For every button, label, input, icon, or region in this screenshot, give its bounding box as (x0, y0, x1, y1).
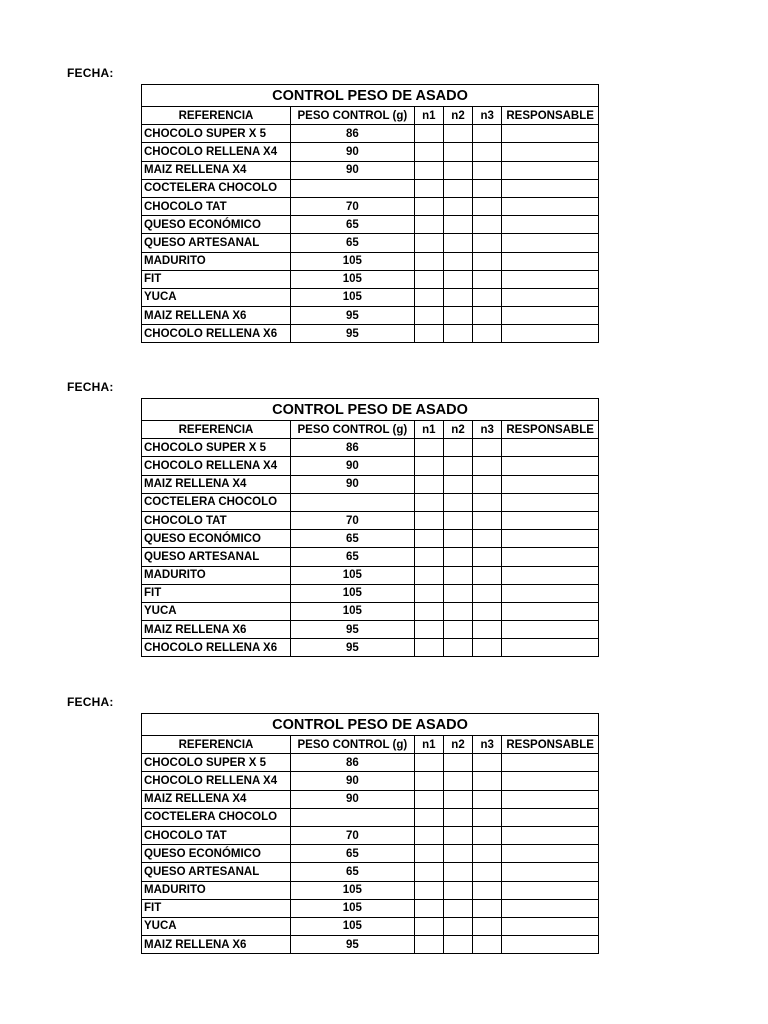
n2-cell[interactable] (443, 845, 472, 863)
n1-cell[interactable] (414, 881, 443, 899)
n2-cell[interactable] (443, 530, 472, 548)
n3-cell[interactable] (473, 511, 502, 529)
n2-cell[interactable] (443, 143, 472, 161)
referencia-cell: MADURITO (142, 566, 291, 584)
referencia-cell: QUESO ECONÓMICO (142, 216, 291, 234)
peso-control-cell: 90 (290, 790, 414, 808)
responsable-cell[interactable] (502, 639, 599, 657)
table-row (142, 270, 599, 288)
responsable-cell[interactable] (502, 439, 599, 457)
fecha-label: FECHA: (67, 66, 114, 80)
n2-cell[interactable] (443, 754, 472, 772)
n3-cell[interactable] (473, 125, 502, 143)
referencia-cell: CHOCOLO RELLENA X6 (142, 325, 291, 343)
peso-control-cell: 70 (290, 826, 414, 844)
header-n3: n3 (473, 736, 502, 754)
referencia-cell: CHOCOLO SUPER X 5 (142, 754, 291, 772)
n3-cell[interactable] (473, 881, 502, 899)
table-row (142, 530, 599, 548)
table-row (142, 439, 599, 457)
responsable-cell[interactable] (502, 548, 599, 566)
n3-cell[interactable] (473, 845, 502, 863)
n3-cell[interactable] (473, 808, 502, 826)
referencia-cell: QUESO ARTESANAL (142, 548, 291, 566)
table-row (142, 790, 599, 808)
peso-control-cell: 65 (290, 845, 414, 863)
referencia-cell: FIT (142, 270, 291, 288)
n1-cell[interactable] (414, 548, 443, 566)
peso-control-cell: 65 (290, 863, 414, 881)
peso-control-cell: 70 (290, 197, 414, 215)
n1-cell[interactable] (414, 493, 443, 511)
table-row (142, 197, 599, 215)
peso-control-cell: 70 (290, 511, 414, 529)
referencia-cell: CHOCOLO TAT (142, 197, 291, 215)
referencia-cell: CHOCOLO RELLENA X4 (142, 143, 291, 161)
header-referencia: REFERENCIA (142, 107, 291, 125)
header-responsable: RESPONSABLE (502, 736, 599, 754)
peso-control-cell: 65 (290, 216, 414, 234)
table-row (142, 602, 599, 620)
peso-control-cell: 90 (290, 457, 414, 475)
table-row (142, 457, 599, 475)
n3-cell[interactable] (473, 197, 502, 215)
responsable-cell[interactable] (502, 826, 599, 844)
peso-control-cell: 105 (290, 602, 414, 620)
n1-cell[interactable] (414, 216, 443, 234)
n2-cell[interactable] (443, 548, 472, 566)
referencia-cell: CHOCOLO TAT (142, 511, 291, 529)
referencia-cell: MADURITO (142, 881, 291, 899)
n3-cell[interactable] (473, 584, 502, 602)
responsable-cell[interactable] (502, 530, 599, 548)
responsable-cell[interactable] (502, 899, 599, 917)
n2-cell[interactable] (443, 161, 472, 179)
n3-cell[interactable] (473, 457, 502, 475)
responsable-cell[interactable] (502, 621, 599, 639)
n1-cell[interactable] (414, 161, 443, 179)
table-row (142, 307, 599, 325)
responsable-cell[interactable] (502, 179, 599, 197)
n2-cell[interactable] (443, 197, 472, 215)
control-table (141, 84, 599, 343)
table-row (142, 621, 599, 639)
table-row (142, 917, 599, 935)
referencia-cell: FIT (142, 899, 291, 917)
n3-cell[interactable] (473, 252, 502, 270)
peso-control-cell (290, 808, 414, 826)
peso-control-cell: 86 (290, 439, 414, 457)
peso-control-cell: 105 (290, 252, 414, 270)
peso-control-cell: 65 (290, 530, 414, 548)
n3-cell[interactable] (473, 493, 502, 511)
n2-cell[interactable] (443, 325, 472, 343)
responsable-cell[interactable] (502, 772, 599, 790)
n1-cell[interactable] (414, 234, 443, 252)
table-row (142, 639, 599, 657)
n1-cell[interactable] (414, 288, 443, 306)
peso-control-cell (290, 179, 414, 197)
n1-cell[interactable] (414, 457, 443, 475)
n3-cell[interactable] (473, 621, 502, 639)
referencia-cell: MAIZ RELLENA X6 (142, 621, 291, 639)
table-row (142, 252, 599, 270)
table-row (142, 881, 599, 899)
referencia-cell: COCTELERA CHOCOLO (142, 808, 291, 826)
table-row (142, 179, 599, 197)
referencia-cell: QUESO ARTESANAL (142, 863, 291, 881)
peso-control-cell (290, 493, 414, 511)
n1-cell[interactable] (414, 602, 443, 620)
header-n2: n2 (443, 421, 472, 439)
responsable-cell[interactable] (502, 234, 599, 252)
n2-cell[interactable] (443, 125, 472, 143)
referencia-cell: MAIZ RELLENA X4 (142, 475, 291, 493)
n3-cell[interactable] (473, 439, 502, 457)
peso-control-cell: 105 (290, 566, 414, 584)
peso-control-cell: 95 (290, 325, 414, 343)
n3-cell[interactable] (473, 936, 502, 954)
n3-cell[interactable] (473, 288, 502, 306)
n1-cell[interactable] (414, 475, 443, 493)
responsable-cell[interactable] (502, 584, 599, 602)
n3-cell[interactable] (473, 143, 502, 161)
n2-cell[interactable] (443, 288, 472, 306)
n3-cell[interactable] (473, 639, 502, 657)
table-row (142, 511, 599, 529)
header-n1: n1 (414, 736, 443, 754)
table-row (142, 845, 599, 863)
n2-cell[interactable] (443, 270, 472, 288)
responsable-cell[interactable] (502, 566, 599, 584)
n2-cell[interactable] (443, 584, 472, 602)
n1-cell[interactable] (414, 325, 443, 343)
header-n2: n2 (443, 107, 472, 125)
n2-cell[interactable] (443, 493, 472, 511)
n3-cell[interactable] (473, 325, 502, 343)
header-responsable: RESPONSABLE (502, 107, 599, 125)
peso-control-cell: 90 (290, 475, 414, 493)
n1-cell[interactable] (414, 511, 443, 529)
fecha-label: FECHA: (67, 695, 114, 709)
referencia-cell: CHOCOLO RELLENA X4 (142, 457, 291, 475)
responsable-cell[interactable] (502, 754, 599, 772)
referencia-cell: CHOCOLO RELLENA X4 (142, 772, 291, 790)
referencia-cell: QUESO ECONÓMICO (142, 845, 291, 863)
n2-cell[interactable] (443, 179, 472, 197)
responsable-cell[interactable] (502, 845, 599, 863)
referencia-cell: CHOCOLO TAT (142, 826, 291, 844)
n1-cell[interactable] (414, 179, 443, 197)
referencia-cell: CHOCOLO SUPER X 5 (142, 125, 291, 143)
n3-cell[interactable] (473, 548, 502, 566)
responsable-cell[interactable] (502, 881, 599, 899)
referencia-cell: CHOCOLO SUPER X 5 (142, 439, 291, 457)
n1-cell[interactable] (414, 530, 443, 548)
referencia-cell: QUESO ARTESANAL (142, 234, 291, 252)
referencia-cell: MAIZ RELLENA X6 (142, 307, 291, 325)
referencia-cell: YUCA (142, 917, 291, 935)
peso-control-cell: 105 (290, 584, 414, 602)
referencia-cell: MAIZ RELLENA X4 (142, 790, 291, 808)
n2-cell[interactable] (443, 881, 472, 899)
header-referencia: REFERENCIA (142, 736, 291, 754)
n3-cell[interactable] (473, 270, 502, 288)
responsable-cell[interactable] (502, 307, 599, 325)
n1-cell[interactable] (414, 899, 443, 917)
n3-cell[interactable] (473, 475, 502, 493)
n1-cell[interactable] (414, 621, 443, 639)
responsable-cell[interactable] (502, 457, 599, 475)
table-row (142, 475, 599, 493)
referencia-cell: MAIZ RELLENA X4 (142, 161, 291, 179)
responsable-cell[interactable] (502, 161, 599, 179)
responsable-cell[interactable] (502, 475, 599, 493)
n2-cell[interactable] (443, 234, 472, 252)
n3-cell[interactable] (473, 917, 502, 935)
n2-cell[interactable] (443, 826, 472, 844)
table-row (142, 493, 599, 511)
n3-cell[interactable] (473, 566, 502, 584)
responsable-cell[interactable] (502, 936, 599, 954)
n1-cell[interactable] (414, 566, 443, 584)
peso-control-cell: 65 (290, 234, 414, 252)
n2-cell[interactable] (443, 639, 472, 657)
table-title: CONTROL PESO DE ASADO (142, 85, 599, 107)
n2-cell[interactable] (443, 475, 472, 493)
n1-cell[interactable] (414, 307, 443, 325)
responsable-cell[interactable] (502, 270, 599, 288)
table-title: CONTROL PESO DE ASADO (142, 714, 599, 736)
responsable-cell[interactable] (502, 808, 599, 826)
n1-cell[interactable] (414, 270, 443, 288)
n1-cell[interactable] (414, 125, 443, 143)
n1-cell[interactable] (414, 936, 443, 954)
n1-cell[interactable] (414, 772, 443, 790)
table-row (142, 161, 599, 179)
n3-cell[interactable] (473, 754, 502, 772)
n2-cell[interactable] (443, 863, 472, 881)
referencia-cell: MAIZ RELLENA X6 (142, 936, 291, 954)
n1-cell[interactable] (414, 863, 443, 881)
n2-cell[interactable] (443, 307, 472, 325)
referencia-cell: CHOCOLO RELLENA X6 (142, 639, 291, 657)
n1-cell[interactable] (414, 826, 443, 844)
header-peso-control: PESO CONTROL (g) (290, 736, 414, 754)
peso-control-cell: 90 (290, 161, 414, 179)
n1-cell[interactable] (414, 584, 443, 602)
n2-cell[interactable] (443, 790, 472, 808)
header-responsable: RESPONSABLE (502, 421, 599, 439)
table-row (142, 125, 599, 143)
table-row (142, 234, 599, 252)
n3-cell[interactable] (473, 790, 502, 808)
responsable-cell[interactable] (502, 252, 599, 270)
n3-cell[interactable] (473, 179, 502, 197)
table-row (142, 772, 599, 790)
n3-cell[interactable] (473, 216, 502, 234)
table-row (142, 808, 599, 826)
referencia-cell: QUESO ECONÓMICO (142, 530, 291, 548)
table-row (142, 826, 599, 844)
n3-cell[interactable] (473, 307, 502, 325)
fecha-label: FECHA: (67, 380, 114, 394)
table-row (142, 216, 599, 234)
header-peso-control: PESO CONTROL (g) (290, 107, 414, 125)
header-n1: n1 (414, 107, 443, 125)
n1-cell[interactable] (414, 808, 443, 826)
n1-cell[interactable] (414, 754, 443, 772)
n1-cell[interactable] (414, 197, 443, 215)
table-title: CONTROL PESO DE ASADO (142, 399, 599, 421)
n2-cell[interactable] (443, 917, 472, 935)
n1-cell[interactable] (414, 845, 443, 863)
responsable-cell[interactable] (502, 863, 599, 881)
peso-control-cell: 95 (290, 936, 414, 954)
responsable-cell[interactable] (502, 197, 599, 215)
referencia-cell: FIT (142, 584, 291, 602)
peso-control-cell: 86 (290, 125, 414, 143)
n3-cell[interactable] (473, 826, 502, 844)
responsable-cell[interactable] (502, 125, 599, 143)
n1-cell[interactable] (414, 252, 443, 270)
n2-cell[interactable] (443, 899, 472, 917)
table-row (142, 566, 599, 584)
peso-control-cell: 90 (290, 143, 414, 161)
peso-control-cell: 95 (290, 621, 414, 639)
n1-cell[interactable] (414, 917, 443, 935)
n2-cell[interactable] (443, 808, 472, 826)
n3-cell[interactable] (473, 602, 502, 620)
table-row (142, 325, 599, 343)
responsable-cell[interactable] (502, 790, 599, 808)
n2-cell[interactable] (443, 566, 472, 584)
responsable-cell[interactable] (502, 493, 599, 511)
referencia-cell: COCTELERA CHOCOLO (142, 493, 291, 511)
n3-cell[interactable] (473, 772, 502, 790)
table-row (142, 936, 599, 954)
n3-cell[interactable] (473, 530, 502, 548)
n2-cell[interactable] (443, 216, 472, 234)
n2-cell[interactable] (443, 602, 472, 620)
control-table (141, 713, 599, 954)
peso-control-cell: 105 (290, 881, 414, 899)
peso-control-cell: 105 (290, 899, 414, 917)
responsable-cell[interactable] (502, 288, 599, 306)
header-n3: n3 (473, 107, 502, 125)
peso-control-cell: 95 (290, 639, 414, 657)
n1-cell[interactable] (414, 439, 443, 457)
n3-cell[interactable] (473, 863, 502, 881)
referencia-cell: YUCA (142, 602, 291, 620)
n2-cell[interactable] (443, 772, 472, 790)
table-row (142, 899, 599, 917)
n1-cell[interactable] (414, 639, 443, 657)
peso-control-cell: 105 (290, 270, 414, 288)
n3-cell[interactable] (473, 161, 502, 179)
responsable-cell[interactable] (502, 325, 599, 343)
n3-cell[interactable] (473, 899, 502, 917)
referencia-cell: COCTELERA CHOCOLO (142, 179, 291, 197)
table-row (142, 288, 599, 306)
peso-control-cell: 105 (290, 288, 414, 306)
n1-cell[interactable] (414, 790, 443, 808)
responsable-cell[interactable] (502, 216, 599, 234)
n2-cell[interactable] (443, 457, 472, 475)
peso-control-cell: 95 (290, 307, 414, 325)
table-row (142, 584, 599, 602)
peso-control-cell: 90 (290, 772, 414, 790)
referencia-cell: YUCA (142, 288, 291, 306)
header-referencia: REFERENCIA (142, 421, 291, 439)
peso-control-cell: 105 (290, 917, 414, 935)
table-row (142, 754, 599, 772)
header-n2: n2 (443, 736, 472, 754)
n2-cell[interactable] (443, 936, 472, 954)
responsable-cell[interactable] (502, 917, 599, 935)
table-row (142, 548, 599, 566)
n3-cell[interactable] (473, 234, 502, 252)
n2-cell[interactable] (443, 511, 472, 529)
responsable-cell[interactable] (502, 143, 599, 161)
n2-cell[interactable] (443, 439, 472, 457)
n2-cell[interactable] (443, 621, 472, 639)
referencia-cell: MADURITO (142, 252, 291, 270)
responsable-cell[interactable] (502, 602, 599, 620)
header-n1: n1 (414, 421, 443, 439)
table-row (142, 143, 599, 161)
peso-control-cell: 86 (290, 754, 414, 772)
header-peso-control: PESO CONTROL (g) (290, 421, 414, 439)
control-table (141, 398, 599, 657)
header-n3: n3 (473, 421, 502, 439)
responsable-cell[interactable] (502, 511, 599, 529)
n2-cell[interactable] (443, 252, 472, 270)
n1-cell[interactable] (414, 143, 443, 161)
peso-control-cell: 65 (290, 548, 414, 566)
table-row (142, 863, 599, 881)
